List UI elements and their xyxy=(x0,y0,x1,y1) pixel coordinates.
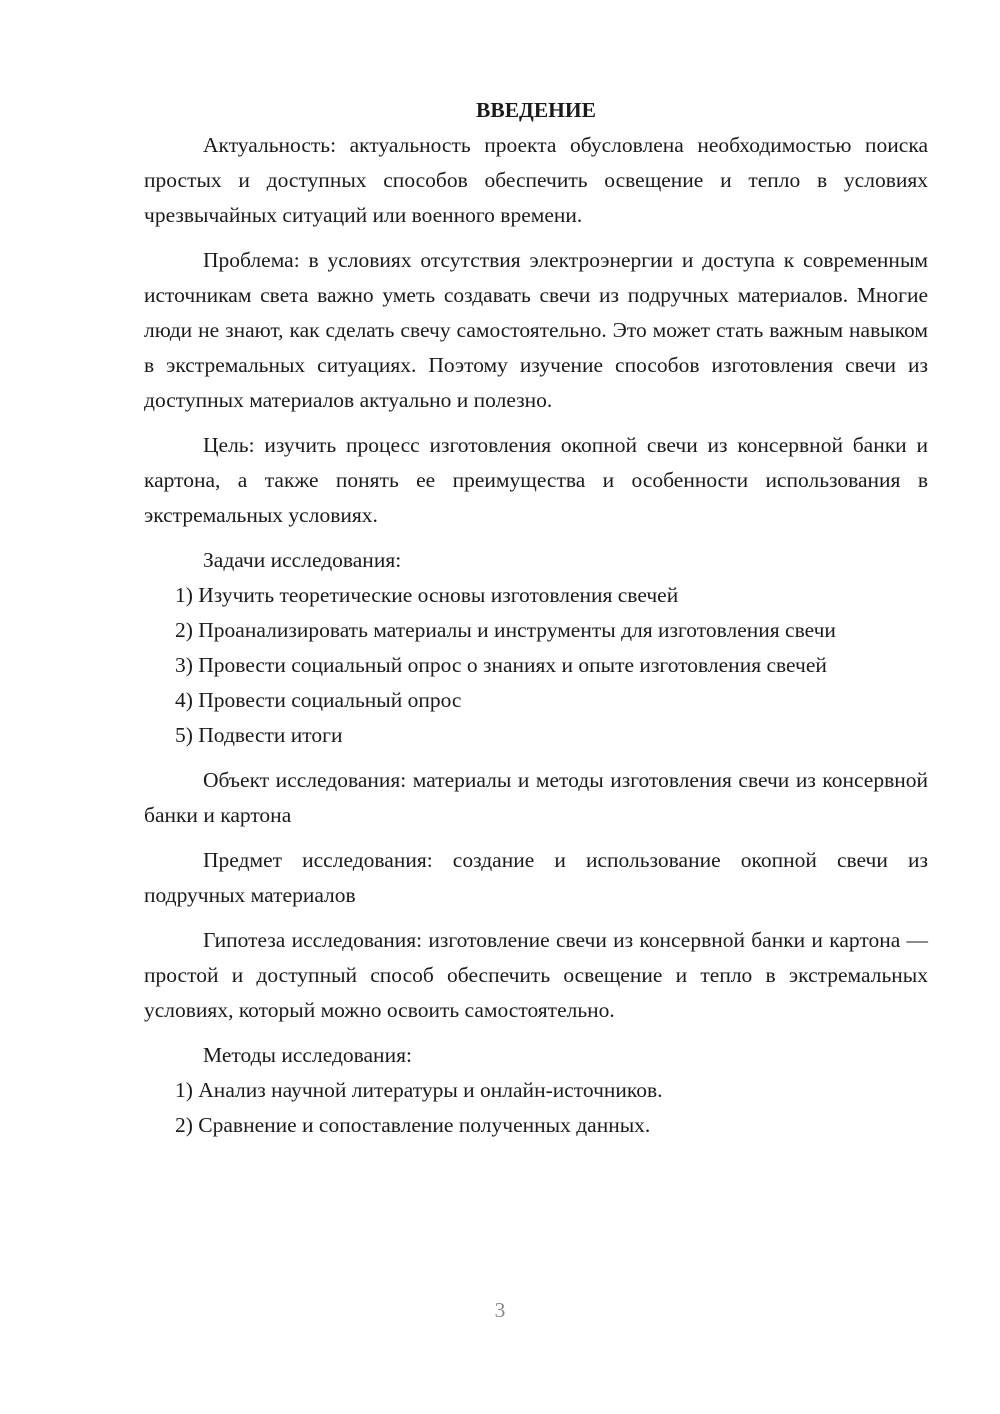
task-item: 1) Изучить теоретические основы изготовления свечей xyxy=(175,583,679,607)
methods-heading: Методы исследования: xyxy=(203,1043,412,1067)
method-item: 2) Сравнение и сопоставление полученных данных. xyxy=(175,1113,651,1137)
object-paragraph: Объект исследования: материалы и методы изготовления свечи из консервной банки и картона xyxy=(144,768,928,827)
task-item: 5) Подвести итоги xyxy=(175,723,343,747)
tasks-heading: Задачи исследования: xyxy=(203,548,402,572)
subject-paragraph: Предмет исследования: создание и использование окопной свечи из подручных материалов xyxy=(144,848,928,907)
page-number: 3 xyxy=(494,1298,506,1322)
method-item: 1) Анализ научной литературы и онлайн-источников. xyxy=(175,1078,663,1102)
task-item: 3) Провести социальный опрос о знаниях и опыте изготовления свечей xyxy=(175,653,827,677)
problem-paragraph: Проблема: в условиях отсутствия электроэнергии и доступа к современным источникам света важно уметь создавать свечи из подручных материалов. Многие люди не знают, как сделать свечу самостоятельно. Это может стать важным навыком в экстремальных ситуациях. Поэтому изучение способов изготовления свечи из доступных материалов актуально и полезно. xyxy=(144,248,928,412)
relevance-paragraph: Актуальность: актуальность проекта обусловлена необходимостью поиска простых и доступных способов обеспечить освещение и тепло в условиях чрезвычайных ситуаций или военного времени. xyxy=(144,133,928,227)
document-page xyxy=(144,93,928,1143)
hypothesis-paragraph: Гипотеза исследования: изготовление свечи из консервной банки и картона — простой и доступный способ обеспечить освещение и тепло в экстремальных условиях, который можно освоить самостоятельно. xyxy=(144,928,928,1022)
task-item: 4) Провести социальный опрос xyxy=(175,688,462,712)
task-item: 2) Проанализировать материалы и инструменты для изготовления свечи xyxy=(175,618,836,642)
goal-paragraph: Цель: изучить процесс изготовления окопной свечи из консервной банки и картона, а также понять ее преимущества и особенности использования в экстремальных условиях. xyxy=(144,433,928,527)
page-title: ВВЕДЕНИЕ xyxy=(476,98,596,122)
